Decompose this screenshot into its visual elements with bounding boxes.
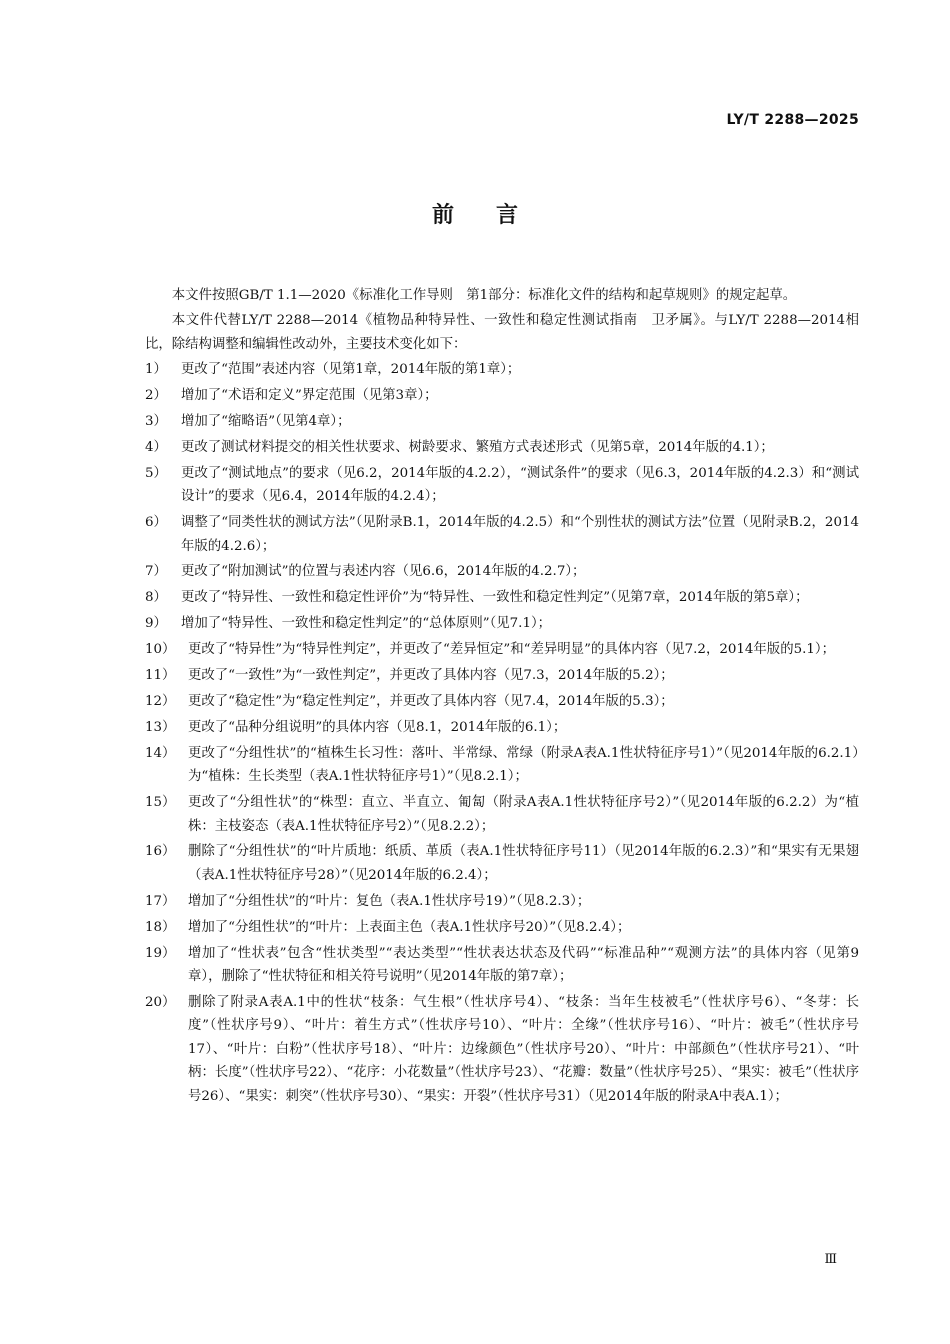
change-item-text: 更改了“特异性”为“特异性判定”，并更改了“差异恒定”和“差异明显”的具体内容（见7.2，2014年版的5.1）； [188,642,835,658]
change-item [145,890,859,913]
change-item [145,511,859,558]
standard-number: LY/T 2288—2025 [726,112,859,128]
change-item-number: 19） [145,945,176,961]
change-item-text: 删除了附录A表A.1中的性状“枝条：气生根”（性状序号4）、“枝条：当年生枝被毛”（性状序号6）、“冬芽：长度”（性状序号9）、“叶片：着生方式”（性状序号10）、“叶片：全缘”（性状序号16）、“叶片：被毛”（性状序号17）、“叶片：白粉”（性状序号18）、“叶片：边缘颜色”（性状序号20）、“叶片：中部颜色”（性状序号21）、“叶柄：长度”（性状序号22）、“花序：小花数量”（性状序号23）、“花瓣：数量”（性状序号25）、“果实：被毛”（性状序号26）、“果实：刺突”（性状序号30）、“果实：开裂”（性状序号31）（见2014年版的附录A中表A.1）； [188,994,859,1104]
change-item [145,358,859,381]
change-item-number: 9） [145,616,167,632]
change-item [145,916,859,939]
change-item-text: 更改了“分组性状”的“植株生长习性：落叶、半常绿、常绿（附录A表A.1性状特征序号1）”（见2014年版的6.2.1）为“植株：生长类型（表A.1性状特征序号1）”（见8.2.1）； [188,745,859,785]
change-item [145,991,859,1108]
change-item [145,410,859,433]
change-item-number: 1） [145,362,167,378]
change-item-text: 增加了“术语和定义”界定范围（见第3章）； [181,388,438,404]
document-body [145,284,859,1110]
change-item-text: 增加了“缩略语”（见第4章）； [181,414,351,430]
page-title: 前言 [431,203,560,228]
change-item-number: 7） [145,564,167,580]
change-item [145,664,859,687]
change-item-text: 更改了“特异性、一致性和稳定性评价”为“特异性、一致性和稳定性判定”（见第7章，2014年版的第5章）； [181,590,809,606]
change-item [145,742,859,789]
change-item-text: 更改了“附加测试”的位置与表述内容（见6.6，2014年版的4.2.7）； [181,564,586,580]
change-item-number: 20） [145,994,176,1010]
change-item-text: 更改了“稳定性”为“稳定性判定”，并更改了具体内容（见7.4，2014年版的5.3）； [188,694,674,709]
intro-paragraph: 本文件按照GB/T 1.1—2020《标准化工作导则 第1部分：标准化文件的结构和起草规则》的规定起草。 [171,288,797,303]
change-item-number: 12） [145,694,176,709]
change-item-number: 16） [145,844,176,860]
change-item-text: 增加了“性状表”包含“性状类型”“表达类型”“性状表达状态及代码”“标准品种”“观测方法”的具体内容（见第9章），删除了“性状特征和相关符号说明”（见2014年版的第7章）； [188,945,859,984]
change-item [145,384,859,407]
intro-paragraph: 本文件代替LY/T 2288—2014《植物品种特异性、一致性和稳定性测试指南 卫矛属》。与LY/T 2288—2014相比，除结构调整和编辑性改动外，主要技术变化如下： [145,313,859,352]
change-item-number: 11） [145,668,176,684]
change-item-text: 更改了“分组性状”的“株型：直立、半直立、匍匐（附录A表A.1性状特征序号2）”（见2014年版的6.2.2）为“植株：主枝姿态（表A.1性状特征序号2）”（见8.2.2）； [188,795,859,834]
change-item-number: 5） [145,465,167,481]
change-item-text: 更改了“范围”表述内容（见第1章，2014年版的第1章）； [181,362,521,378]
change-item-number: 4） [145,439,167,455]
change-item-text: 删除了“分组性状”的“叶片质地：纸质、革质（表A.1性状特征序号11）（见2014年版的6.2.3）”和“果实有无果翅（表A.1性状特征序号28）”（见2014年版的6.2.4）； [188,844,859,883]
change-item-number: 14） [145,745,176,761]
change-item-text: 调整了“同类性状的测试方法”（见附录B.1，2014年版的4.2.5）和“个别性状的测试方法”位置（见附录B.2，2014年版的4.2.6）； [181,515,859,554]
change-item [145,716,859,739]
change-item-text: 增加了“分组性状”的“叶片：上表面主色（表A.1性状序号20）”（见8.2.4）； [188,919,631,935]
change-item-number: 13） [145,719,176,735]
change-item [145,560,859,583]
change-item-number: 8） [145,590,167,606]
change-item-number: 10） [145,642,176,658]
page-number: Ⅲ [824,1252,837,1267]
change-item-number: 6） [145,515,167,531]
change-item [145,690,859,713]
change-item [145,840,859,887]
change-item-text: 增加了“特异性、一致性和稳定性判定”的“总体原则”（见7.1）； [181,616,552,632]
change-item [145,942,859,989]
change-item [145,791,859,838]
change-item [145,586,859,609]
change-item-number: 18） [145,919,176,935]
change-item [145,436,859,459]
change-item-text: 更改了“一致性”为“一致性判定”，并更改了具体内容（见7.3，2014年版的5.2）； [188,668,674,684]
change-item-number: 3） [145,414,167,430]
change-item [145,638,859,661]
change-item-number: 17） [145,893,176,909]
change-item [145,612,859,635]
change-list [145,358,859,1108]
change-item-number: 15） [145,795,176,811]
change-item [145,462,859,509]
change-item-text: 更改了测试材料提交的相关性状要求、树龄要求、繁殖方式表述形式（见第5章，2014年版的4.1）； [181,439,774,455]
change-item-text: 更改了“测试地点”的要求（见6.2，2014年版的4.2.2），“测试条件”的要求（见6.3，2014年版的4.2.3）和“测试设计”的要求（见6.4，2014年版的4.2.4）； [181,465,859,505]
change-item-text: 更改了“品种分组说明”的具体内容（见8.1，2014年版的6.1）； [188,719,567,735]
change-item-number: 2） [145,388,167,404]
change-item-text: 增加了“分组性状”的“叶片：复色（表A.1性状序号19）”（见8.2.3）； [188,893,591,909]
